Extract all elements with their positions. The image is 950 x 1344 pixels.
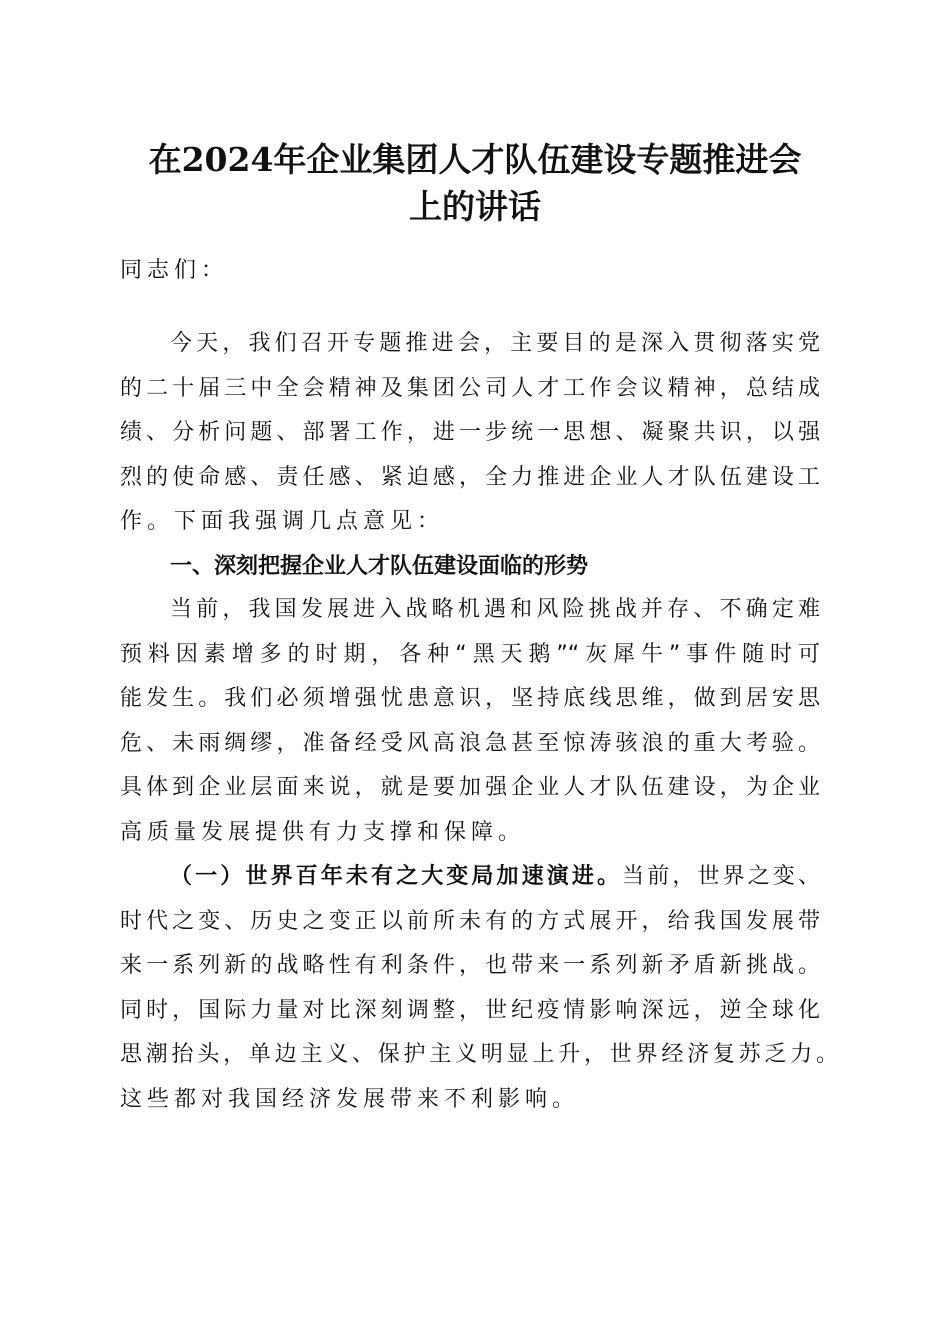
document-title xyxy=(0,136,950,230)
paragraph-text: 当前，世界之变、 xyxy=(622,864,820,889)
intro-paragraph xyxy=(120,322,820,589)
paragraph-line: 这些都对我国经济发展带来不利影响。 xyxy=(120,1086,580,1112)
paragraph-line: 预料因素增多的时期，各种“黑天鹅”“灰犀牛”事件随时可 xyxy=(120,641,820,667)
paragraph-line: 高质量发展提供有力支撑和保障。 xyxy=(120,819,526,845)
paragraph-line: 的二十届三中全会精神及集团公司人才工作会议精神，总结成 xyxy=(120,375,820,401)
paragraph-line: 时代之变、历史之变正以前所未有的方式展开，给我国发展带 xyxy=(120,908,820,934)
section1-paragraph-2 xyxy=(120,855,840,1122)
paragraph-line xyxy=(120,855,820,900)
paragraph-line: 来一系列新的战略性有利条件，也带来一系列新矛盾新挑战。 xyxy=(120,953,820,978)
paragraph-line: 同时，国际力量对比深刻调整，世纪疫情影响深远，逆全球化 xyxy=(120,997,820,1023)
salutation-block xyxy=(120,249,820,294)
paragraph-line: 思潮抬头，单边主义、保护主义明显上升，世界经济复苏乏力。 xyxy=(120,1042,838,1067)
paragraph-line: 危、未雨绸缪，准备经受风高浪急甚至惊涛骇浪的重大考验。 xyxy=(120,730,820,756)
section1-paragraph-1 xyxy=(120,588,820,855)
subsection-heading: （一）世界百年未有之大变局加速演进。 xyxy=(170,864,623,889)
paragraph-line: 作。下面我强调几点意见： xyxy=(120,509,445,534)
paragraph-line: 烈的使命感、责任感、紧迫感，全力推进企业人才队伍建设工 xyxy=(120,464,820,490)
section-heading: 一、深刻把握企业人才队伍建设面临的形势 xyxy=(170,553,589,579)
paragraph-line: 具体到企业层面来说，就是要加强企业人才队伍建设，为企业 xyxy=(120,775,820,800)
paragraph-line: 当前，我国发展进入战略机遇和风险挑战并存、不确定难 xyxy=(170,597,820,622)
title-line-2: 上的讲话 xyxy=(409,187,541,226)
title-line-1: 在2024年企业集团人才队伍建设专题推进会 xyxy=(148,140,802,179)
paragraph-line: 绩、分析问题、部署工作，进一步统一思想、凝聚共识，以强 xyxy=(120,420,820,445)
salutation: 同志们： xyxy=(120,258,229,283)
paragraph-line: 今天，我们召开专题推进会，主要目的是深入贯彻落实党 xyxy=(170,331,820,356)
paragraph-line: 能发生。我们必须增强忧患意识，坚持底线思维，做到居安思 xyxy=(120,686,820,711)
